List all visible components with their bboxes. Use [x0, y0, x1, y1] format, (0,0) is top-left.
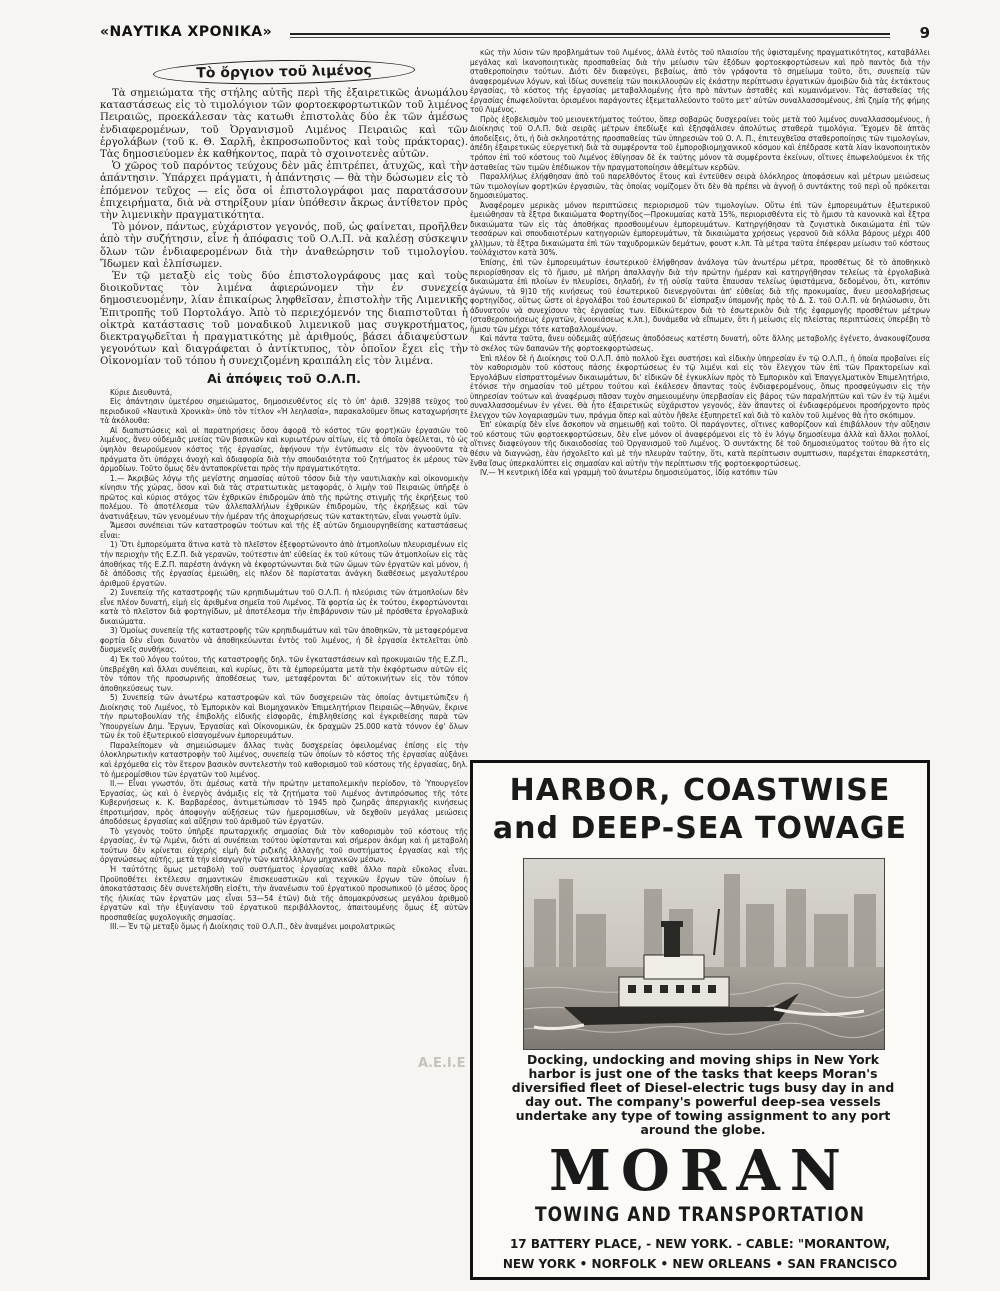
page-header	[100, 24, 930, 44]
header-rule	[290, 33, 890, 35]
masthead: «ΝΑΥΤΙΚΑ ΧΡΟΝΙΚΑ»	[100, 24, 273, 40]
intro-paragraph: Ἐν τῷ μεταξὺ εἰς τοὺς δύο ἐπιστολογράφους μας καὶ τοὺς διοικοῦντας τὸν λιμένα ἀφιερώνομεν τὴν ἐν συνεχείᾳ δημοσιευομένην, λίαν ἐπικαίρως ληφθεῖσαν, ἐπιστολὴν τῆς Λιμενικῆς Ἐπιτροπῆς τοῦ Πορτολάγο. Ἀπὸ τὸ περιεχόμενόν της διαπιστοῦται ἡ οἰκτρὰ κατάστασις τοῦ μοναδικοῦ λιμενικοῦ μας συγκροτήματος, διεκτραγῳδεῖται ἡ πραγματικότης μὲ ἀριθμούς, βάσει ἀδιαψεύστων γεγονότων καὶ διαγράφεται ὁ ἀντίκτυπος, τὸν ὁποῖον ἔχει εἰς τὴν Οἰκονομίαν τοῦ τόπου ἡ συνεχιζομένη κραιπάλη εἰς τὸν λιμένα.	[100, 271, 468, 368]
page-number: 9	[919, 24, 930, 42]
ad-headline-1: HARBOR, COASTWISE	[509, 773, 891, 808]
moran-advertisement	[470, 760, 930, 1280]
letter-paragraph: 2) Συνεπείᾳ τῆς καταστροφῆς τῶν κρηπιδωμάτων τοῦ Ο.Λ.Π. ἡ πλεύρισις τῶν ἀτμοπλοίων δὲν εἶνε πλέον δυνατή, εἰμὴ εἰς ἀριθμένα σημεῖα τοῦ Λιμένος. Τὰ φορτία ὡς ἐκ τούτου, ἐκφορτώνονται κατὰ τὸ πλεῖστον διὰ φορτηγίδων, μὲ ἀποτέλεσμα τὴν ἐπιβάρυνσιν τῶν μὲ πρόσθετα ἐργολαβικὰ δικαιώματα.	[100, 587, 468, 626]
letter-paragraph: 3) Ὁμοίως συνεπείᾳ τῆς καταστροφῆς τῶν κρηπιδωμάτων καὶ τῶν ἀποθηκῶν, τὰ μεταφερόμενα φορτία δὲν εἶναι δυνατὸν νὰ ἀποθηκεύωνται ἐντὸς τοῦ λιμένος, ἡ δὲ ἐργασία ἐκτελεῖται ὑπὸ δυσμενεῖς συνθήκας.	[100, 625, 468, 655]
letter-paragraph: Αἱ διαπιστώσεις καὶ αἱ παρατηρήσεις ὅσον ἀφορᾷ τὸ κόστος τῶν φορτ)κῶν ἐργασιῶν τοῦ λιμένος, ἄνευ οὐδεμιᾶς μνείας τῶν βασικῶν καὶ κυριωτέρων αἰτίων, εἰς τὰ ὁποῖα ὀφείλεται, τὸ ὡς ὑψηλὸν θεωρούμενον κόστος τῆς ἐργασίας, ἀφήνουν τὴν ἐντύπωσιν εἰς τὸν ἀγνοοῦντα τὰ πράγματα ὅτι ὑπάρχει ἀνοχὴ καὶ ἀδιαφορία διὰ τὴν σπουδαιότητα τοῦ ζητήματος ἐκ μέρους τῶν ἀρμοδίων. Τοῦτο ὅμως δὲν ἀνταποκρίνεται πρὸς τὴν πραγματικότητα.	[100, 424, 468, 474]
article-intro	[100, 88, 468, 369]
letter-paragraph: Ἡ ταὐτότης ὅμως μεταβολὴ τοῦ συστήματος ἐργασίας καθὲ ἄλλο παρὰ εὔκολος εἶναι. Προϋποθέτει ἐκτέλεσιν σημαντικῶν ἐπισκευαστικῶν καὶ τεχνικῶν ἔργων τῶν ὁποίων ἡ ἀποκατάστασις δὲν συνετελήσθη εἰσέτι, τὴν ἀνανέωσιν τοῦ ἐργατικοῦ προσωπικοῦ (ὁ μέσος ὅρος τῆς ἡλικίας τῶν ἐργατῶν μας εἶναι 53—54 ἐτῶν) διὰ τῆς ἀπομακρύνσεως μεγάλου ἀριθμοῦ ἐργατῶν καὶ τὴν ἐξυγίανσιν τοῦ ἐργατικοῦ περιβάλλοντος, ἀπαιτουμένης ὅμως ἐξ αὐτῶν προσπαθείας ψυχολογικῆς σημασίας.	[100, 864, 468, 922]
right-paragraph: Πρὸς ἐξοβελισμὸν τοῦ μειονεκτήματος τούτου, ὅπερ σοβαρῶς δυσχεραίνει τοὺς μετὰ τοῦ λιμένος συναλλασσομένους, ἡ Διοίκησις τοῦ Ο.Λ.Π. διὰ σειρᾶς μέτρων ἐπεδίωξε καὶ ἐξησφάλισεν ἀπολύτως σταθερὰ τιμολόγια. Ἔχομεν δὲ ἀπτὰς ἀποδείξεις, ὅτι, ἡ διὰ σκληροτάτης προσπαθείας τῶν ὑπηρεσιῶν τοῦ Ο. Λ. Π., ἐπιτευχθεῖσα σταθεροποίησις τῶν τιμολογίων, ἀπέδη ἐξαιρετικῶς εὐεργετικὴ διὰ τὰ συμφέροντα τοῦ ἐμποροβιομηχανικοῦ κόσμου καὶ ἐπέδρασε κατὰ λίαν ἱκανοποιητικὸν τρόπον ἐπὶ τοῦ κόστους τοῦ Λιμένος ἐθίγησαν δὲ ἐκ ταύτης μόνον τὰ συμφέροντα ἐκείνων, οἵτινες ἐπωφελούμενοι ἐκ τῆς ἀσταθείας τῶν τιμῶν ἐπέδιωκον τὴν πραγματοποίησιν ἀθεμίτων κερδῶν.	[470, 113, 930, 172]
letter-paragraph: II.— Εἶναι γνωστόν, ὅτι ἀμέσως κατὰ τὴν πρώτην μεταπολεμικὴν περίοδον, τὸ Ὑπουργεῖον Ἐργασίας, ὡς καὶ ὁ ἐνεργὸς ἀνάμιξις εἰς τὰ ζητήματα τοῦ Λιμένος ἀντιπρόσωπος τῆς τότε Κυβερνήσεως κ. Κ. Βαρβαρέσος, ἀντιμετώπισαν τὸ 1945 πρὸ ζωηρᾶς ἀπεργιακῆς κινήσεως ἐπροτιμήσαν, πρὸς ἀποφυγὴν αὐξήσεως τῶν ἡμερομισθίων, νὰ δεχθοῦν μεγάλας μειώσεις ἀποδόσεως ἐργασίας καὶ αὔξησιν τοῦ ἀριθμοῦ τῶν ἐργατῶν.	[100, 778, 468, 827]
letter-paragraph: 1) Ὅτι ἐμπορεύματα ἅτινα κατὰ τὸ πλεῖστον ἐξεφορτώνοντο ἀπὸ ἀτμοπλοίων πλευρισμένων εἰς τὴν περιοχὴν τῆς Ε.Ζ.Π. διὰ γερανῶν, τούτεστιν ἀπ' εὐθείας ἐκ τοῦ κύτους τῶν ἀτμοπλοίων εἰς τὰς ἀποθήκας τῆς Ε.Ζ.Π. παρέστη ἀνάγκη νὰ ἐκφορτώνωνται διὰ τῶν ὤμων τῶν ἐργατῶν καὶ μόνον, ἡ δὲ ἀπόδοσις τῆς ἐργασίας ἐμειώθη, εἰς πλέον δὲ παρίσταται ἀνάγκη διαθέσεως μεγαλυτέρου ἀριθμοῦ ἐργατῶν.	[100, 539, 468, 588]
left-column	[100, 60, 468, 1260]
intro-paragraph: Ὁ χῶρος τοῦ παρόντος τεύχους δὲν μᾶς ἐπιτρέπει, ἀτυχῶς, καὶ τὴν ἀπάντησιν. Ὑπάρχει πράγματι, ἡ ἀπάντησις — θὰ τὴν δώσωμεν εἰς τὸ ἑπόμενον τεῦχος — εἰς ὅσα οἱ ἐπιστολογράφοι μας παρατάσσουν ἐπιχειρήματα, διὰ νὰ στηρίξουν μίαν ὑπόθεσιν ἄκρως ἀντίθετον πρὸς τὴν λιμενικὴν πραγματικότητα.	[100, 161, 468, 222]
tugboat-illustration	[524, 859, 884, 1049]
letter-paragraph: Κύριε Διευθυντά,	[110, 386, 173, 397]
right-paragraph: Ἐπίσης, ἐπὶ τῶν ἐμπορευμάτων ἐσωτερικοῦ ἐλήφθησαν ἀνάλογα τῶν ἀνωτέρω μέτρα, προσθέτως δὲ τὸ ἀποθηκικὸ περιορίσθησαν εἰς τὸ ἥμισυ, μὲ πλήρη ἀπαλλαγὴν διὰ τὴν πρώτην ἡμέραν καὶ κατηργήθησαν τελείως τὰ ἐργολαβικὰ δικαιώματα ἐπὶ πλοίων ἐν πλευρίσει, δηλαδή, ἐν τῇ οὐσίᾳ ταῦτα ἔπαυσαν τελείως ὑφιστάμενα, δεδομένου, ὅτι, κατόπιν ἀγώνων, τὰ 9)10 τῆς κινήσεως τοῦ ἐσωτερικοῦ διενεργοῦνται ἀπ' εὐθείας διὰ τῆς προκυμαίας, ἄνευ μεσολαβήσεως φορτηγίδος, οὕτως ὥστε οἱ ἐργολάβοι τοῦ ἐσωτερικοῦ δι' εἰσπραξιν ὑπομονῆς πρὸς τὸ Δ. Σ. τοῦ Ο.Λ.Π. νὰ δηλώσωσιν, ὅτι ἀδυνατοῦν νὰ συνεχίσουν τὰς ἐργασίας των. Εἰδικώτερον διὰ τὸ ἐσωτερικὸν διὰ τῆς ἐφαρμογῆς προσθέτων μέτρων (σταθεροποιήσεως ἐργατῶν, ἐνοικιάσεως κ.λπ.), δυνάμεθα νὰ εἴπωμεν, ὅτι ἡ μείωσις εἰς πλείστας περιπτώσεις ὑπερέβη τὸ ἥμισυ τῶν μέχρι τότε καταβαλλομένων.	[470, 257, 930, 334]
letter-paragraph: Τὸ γεγονὸς τοῦτο ὑπῆρξε πρωταρχικῆς σημασίας διὰ τὸν καθορισμὸν τοῦ κόστους τῆς ἐργασίας, ἐν τῷ Λιμένι, διότι αἱ συνέπειαι τούτου ὑφίστανται καὶ σήμερον ἀκόμη καὶ ἡ μεταβολὴ τούτων δὲν κρίνεται εὐχερὴς εἰμὴ διὰ ριζικῆς ἀλλαγῆς τοῦ συστήματος ἐργασίας καὶ τῆς ὀργανώσεως αὐτῆς, μετὰ τὴν εἰσαγωγὴν τῶν κατάλληλων μηχανικῶν μέσων.	[100, 825, 468, 865]
letter-paragraph: III.— Ἐν τῷ μεταξὺ ὅμως ἡ Διοίκησις τοῦ Ο.Λ.Π., δὲν ἀναμένει μοιρολατρικῶς	[110, 921, 396, 932]
right-paragraph: Καὶ πάντα ταῦτα, ἄνευ οὐδεμιᾶς αὐξήσεως ἀποδόσεως κατέστη δυνατή, οὔτε ἄλλης μεταβολῆς ἐγένετο, ἀνακουφίζουσα τὸ σκέλος τῶν δαπανῶν τῆς φορτοεκφορτώσεως.	[470, 333, 930, 353]
tugboat-photo	[523, 858, 885, 1050]
letter-text	[100, 388, 468, 932]
moran-logo: MORAN	[549, 1138, 851, 1204]
right-column	[470, 48, 930, 1271]
right-column-text	[470, 48, 930, 755]
article-title: Τὸ ὄργιον τοῦ λιμένος	[153, 60, 415, 86]
letter-paragraph: 1.— Ἀκριβῶς λόγῳ τῆς μεγίστης σημασίας αὐτοῦ τόσον διὰ τὴν ναυτιλιακὴν καὶ οἰκονομικὴν κίνησιν τῆς χώρας, ὅσον καὶ διὰ τὰς στρατιωτικὰς μεταφοράς, ὁ λιμὴν τοῦ Πειραιῶς ὑπῆρξε ὁ πρῶτος καὶ κύριος στόχος τῶν ἐχθρικῶν ἐπιδρομῶν ἀπὸ τῆς πρώτης στιγμῆς τῆς ἐκρήξεως τοῦ πολέμου. Τὸ ἀποτέλεσμα τῶν ἀλλεπαλλήλων ἐχθρικῶν ἐπιδρομῶν, τῆς ἐκρήξεως καὶ τῶν ἀνατινάξεων, τῶν γενομένων τὴν ἡμέραν τῆς ἀποχωρήσεως τῶν κατακτητῶν, εἶναι γνωστὰ ὑμῖν.	[100, 472, 468, 521]
section-subhead: Αἱ ἀπόψεις τοῦ Ο.Λ.Π.	[207, 370, 361, 386]
right-paragraph: Ἐπὶ πλέον δὲ ἡ Διοίκησις τοῦ Ο.Λ.Π. ἀπὸ πολλοῦ ἔχει συστήσει καὶ εἰδικὴν ὑπηρεσίαν ἐν τῷ Ο.Λ.Π., ἡ ὁποία προβαίνει εἰς τὸν καθορισμὸν τοῦ κόστους πάσης ἐκφορτώσεως ἐν τῷ λιμένι καὶ εἰς τὸν ἔλεγχον τῶν ἐπὶ τῶν Πρακτορείων καὶ Ἐργολάβων εἰσπραττομένων δικαιωμάτων, δι' εἰδικῶν δὲ ἐγκυκλίων πρὸς τὸ Ἐμπορικὸν καὶ Ἐπαγγελματικὸν Ἐπιμελητήριο, ἐτόνισε τὴν σημασίαν τοῦ μέτρου τούτου καὶ ἐκάλεσεν ἅπαντας τοὺς ἐνδιαφερομένους, ὅπως προσφεύγωσιν εἰς τὴν ὑπηρεσίαν τούτων καὶ ἀναφέρωσι πᾶσαν τυχὸν σημειουμένην ὑπερβασίαν εἰς βάρος τῶν παραλήπτῶν καὶ τῶν ἐν τῷ λιμένι συναλλασσομένων ἐν γένει. Θὰ ἦτο ἐξαιρετικῶς εὐχάριστον γεγονός, ἐὰν ἅπαντες οἱ ἐνδιαφερόμενοι προσήρχοντο πρὸς ἔλεγχον τῶν λογαριασμῶν των, πράγμα ὅπερ καὶ αὐτὸν ἤθελε ἐξυπηρετεῖ καὶ διὰ τὸ καλὸν τοῦ λιμένος θὰ ἦτο σκόπιμον.	[470, 352, 930, 420]
letter-paragraph: Ἄμεσοι συνέπειαι τῶν καταστροφῶν τούτων καὶ τῆς ἐξ αὐτῶν δημιουργηθείσης καταστάσεως εἶναι:	[100, 520, 468, 540]
right-paragraph: IV.— Ἡ κεντρικὴ ἰδέα καὶ γραμμὴ τοῦ ἀνωτέρω δημοσιεύματος, ἰδίᾳ κατόπιν τῶν	[480, 467, 778, 478]
letter-paragraph: Εἰς ἀπάντησιν ὑμετέρου σημειώματος, δημοσιευθέντος εἰς τὸ ὑπ' ἀριθ. 329)88 τεῦχος τοῦ περιοδικοῦ «Ναυτικὰ Χρονικὰ» ὑπὸ τὸν τίτλον «Ἡ λεηλασία», παρακαλοῦμεν ὅπως καταχωρήσητε τὰ ἀκόλουθα:	[100, 396, 468, 426]
ad-address-line-1: 17 BATTERY PLACE, - NEW YORK. - CABLE: "MORANTOW,	[509, 1237, 891, 1251]
ad-headline-2: and DEEP-SEA TOWAGE	[492, 811, 908, 846]
letter-paragraph: Παραλείπομεν νὰ σημειώσωμεν ἄλλας τινὰς δυσχερείας ὀφειλομένας ἐπίσης εἰς τὴν ὁλοκληρωτικὴν καταστροφὴν τοῦ λιμένος, συνεπείᾳ τῶν ὁποίων τὸ κόστος τῆς ἐργασίας αὐξάνει καὶ ἐρχόμεθα εἰς τὸν ἕτερον βασικὸν συντελεστὴν τοῦ καθορισμοῦ τοῦ κόστους τῆς ἐργασίας, δηλ. τὸ ἡμερομίσθιον τῶν ἐργατῶν τοῦ λιμένος.	[100, 739, 468, 779]
ad-copy: Docking, undocking and moving ships in New York harbor is just one of the tasks that keeps Moran's diversified fleet of Diesel-electric tugs busy day in and day out. The company's powerful deep-sea vessels undertake any type of towing assignment to any port around the globe.	[511, 1052, 895, 1137]
right-paragraph: Ἀναφέρομεν μερικὰς μόνον περιπτώσεις περιορισμοῦ τῶν τιμολογίων. Οὕτω ἐπὶ τῶν ἐμπορευμάτων ἐξωτερικοῦ ἐμειώθησαν τὰ ἔξτρα δικαιώματα Φορτηγίδος—Προκυμαίας κατὰ 15%, περιορισθέντα εἰς τὸ ἥμισυ τὰ κανονικὰ καὶ ἔξτρα δικαιώματα τῶν εἰς τὰς ἀποθήκας προσθουμένων ἐμπορευμάτων. Κατηργήθησαν τὰ ζυγιστικὰ δικαιώματα ἐπὶ τῶν τεσσάρων καὶ σπουδαιοτέρων κατηγοριῶν ἐμπορευμάτων, τὰ δικαιώματα χρήσεως γερανοῦ διὰ κόλλα βάρους μέχρι 400 χλλ)μων, τὰ ἔξτρα δικαιώματα ἐπὶ τῶν ταχυδρομικῶν δεμάτων, φουστ κ.λπ. Τὰ μέτρα ταῦτα ἐπέφεραν μείωσιν τοῦ κόστους τοὐλάχιστον κατὰ 30%.	[470, 199, 930, 258]
intro-paragraph: Τὸ μόνον, πάντως, εὐχάριστον γεγονός, ποῦ, ὡς φαίνεται, προῆλθεν ἀπὸ τὴν συζήτησιν, εἶνε ἡ ἀπόφασις τοῦ Ο.Λ.Π. νὰ καλέσῃ σύσκεψιν ὅλων τῶν ἐνδιαφερομένων διὰ τὴν ἀναθεώρησιν τοῦ τιμολογίου. Ἴδωμεν καὶ ἐλπίσωμεν.	[100, 222, 468, 270]
ad-tagline: TOWING AND TRANSPORTATION	[535, 1203, 865, 1227]
bleed-through-text: Α.Ε.Ι.Ε	[418, 1056, 466, 1071]
header-rule-thin	[290, 37, 890, 38]
letter-paragraph: 4) Ἐκ τοῦ λόγου τούτου, τῆς καταστροφῆς δηλ. τῶν ἐγκαταστάσεων καὶ προκυμαιῶν τῆς Ε.Ζ.Π., ὑπεβρέχθη καὶ ἄλλαι συνέπειαι, καὶ κυρίως, ὅτι τὰ ἐμπορεύματα μετὰ τὴν ἐκφόρτωσιν αὐτῶν εἰς τὸν τόπον τῆς προσωρινῆς ἀποθέσεως των, μεταφέρονται δι' αὐτοκινήτων εἰς τὸν τόπον ἀποθηκεύσεως των.	[100, 653, 468, 693]
right-paragraph: Παραλλήλως ἐλήφθησαν ἀπὸ τοῦ παρελθόντος ἔτους καὶ ἐντεῦθεν σειρὰ ὁλόκληρος ἀποφάσεων καὶ μέτρων μειώσεως τῶν τιμολογίων φορτ)κῶν ἐργασιῶν, τὰς ὁποίας νομίζομεν ὅτι δὲν θὰ πρέπει νὰ ἀγνοῇ ὁ συντάκτης τοῦ περὶ οὗ πρόκειται δημοσιεύματος.	[470, 171, 930, 201]
right-paragraph: κῶς τὴν λύσιν τῶν προβλημάτων τοῦ Λιμένος, ἀλλὰ ἐντὸς τοῦ πλαισίου τῆς ὑφισταμένης πραγματικότητος, καταβάλλει μεγάλας καὶ ἱκανοποιητικὰς προσπαθείας διὰ τὴν μείωσιν τῶν ἐξόδων φορτοεκφορτώσεων καὶ πρὸ παντὸς διὰ τὴν σταθεροποίησιν τούτων. Διότι δὲν διαφεύγει, βεβαίως, ἀπὸ τὸν γράφοντα τὸ σημείωμα τοῦτο, ὅτι, συνεπείᾳ τῶν ἀναφερομένων λόγων, καὶ ἰδίως συνεπείᾳ τῶν ποικιλλουσῶν εἰς ἑκάστην περίπτωσιν ἐργατικῶν ἀμοιβῶν διὰ τὰς ἐκτάκτους ἐργασίας, τὸ κόστος τῆς ἐργασίας μεταβαλλομένης ἦτο πρὸ πάντων ἀσταθὲς καὶ κυμαινόμενον. Τὰς ἀσταθείας τῆς ἐργασίας ἐπωφελοῦνται ὁρισμένοι παράγοντες ἐξεμεταλλεύοντο τοῦτο μετ' αὐτῶν συναλλασσομένους, ἐπὶ ζημίᾳ τῆς φήμης τοῦ Λιμένος.	[470, 48, 930, 115]
right-paragraph: Ἐπ' εὐκαιρίᾳ δὲν εἶνε ἄσκοπον νὰ σημειωθῇ καὶ τοῦτο. Οἱ παράγοντες, οἵτινες καθορίζουν καὶ ἐπιβάλλουν τὴν αὔξησιν τοῦ κόστους τῶν φορτοεκφορτώσεων, δὲν εἶνε μόνον οἱ ἀναφερόμενοι εἰς τὸ ἐν λόγῳ δημοσίευμα ἀλλὰ καὶ ἄλλοι πολλοί, οἵτινες διαφεύγουν τῆς δικαιοδοσίας τοῦ Ὀργανισμοῦ τοῦ Λιμένος. Ὁ συντάκτης δὲ τοῦ δημοσιεύματος τούτου θὰ ἦτο εἰς θέσιν νὰ διαγνώσῃ, ἐὰν ἠσχολεῖτο καὶ μὲ τὴν πλευρὰν ταύτην, ὅτι, κατὰ περίπτωσιν συμπτωσιν, παρέχεται ἐπαρκεστάτη, ἔνθα ἴσως ὑπερκαλύπτει εἰς σημασίαν καὶ αὐτὴν τὴν περίπτωσιν τῆς φορτοεκφορτώσεως.	[470, 419, 930, 468]
ad-address-line-2: NEW YORK • NORFOLK • NEW ORLEANS • SAN FRANCISCO	[502, 1257, 898, 1271]
intro-paragraph: Τὰ σημειώματα τῆς στήλης αὐτῆς περὶ τῆς ἐξαιρετικῶς ἀνωμάλου καταστάσεως εἰς τὸ τιμολόγιον τῶν φορτοεκφορτωτικῶν τοῦ λιμένος Πειραιῶς, προεκάλεσαν τὰς κατωθι ἐπιστολὰς δύο ἐκ τῶν ἀμέσως ἐνδιαφερομένων, τοῦ Ὀργανισμοῦ Λιμένος Πειραιῶς καὶ τῶν ἐργολάβων (τοῦ κ. Θ. Σαρλῆ, ἐκπροσωποῦντος καὶ τοὺς πράκτορας). Τὰς δημοσιεύομεν ἐκ καθήκοντος, παρὰ τὸ σχοινοτενὲς αὐτῶν.	[100, 88, 468, 161]
letter-paragraph: 5) Συνεπείᾳ τῶν ἀνωτέρω καταστροφῶν καὶ τῶν δυσχερειῶν τὰς ὁποίας ἀντιμετώπιζεν ἡ Διοίκησις τοῦ Λιμένος, τὸ Ἐμπορικὸν καὶ Βιομηχανικὸν Ἐπιμελητήριον Πειραιῶς—Ἀθηνῶν, ἔκρινε τὴν πρωτοβουλίαν τῆς ἐπιβολῆς εἰδικῆς εἰσφορᾶς, ἐπιβληθείσης καὶ ἐγκριθείσης παρὰ τῶν Ὑπουργείων Δημ. Ἔργων, Ἐργασίας καὶ Οἰκονομικῶν, ἐκ δραχμῶν 25.000 κατὰ τόννον ἐφ' ὅλων τῶν ἐκ τοῦ ἐξωτερικοῦ εἰσαγομένων ἐμπορευμάτων.	[100, 692, 468, 741]
